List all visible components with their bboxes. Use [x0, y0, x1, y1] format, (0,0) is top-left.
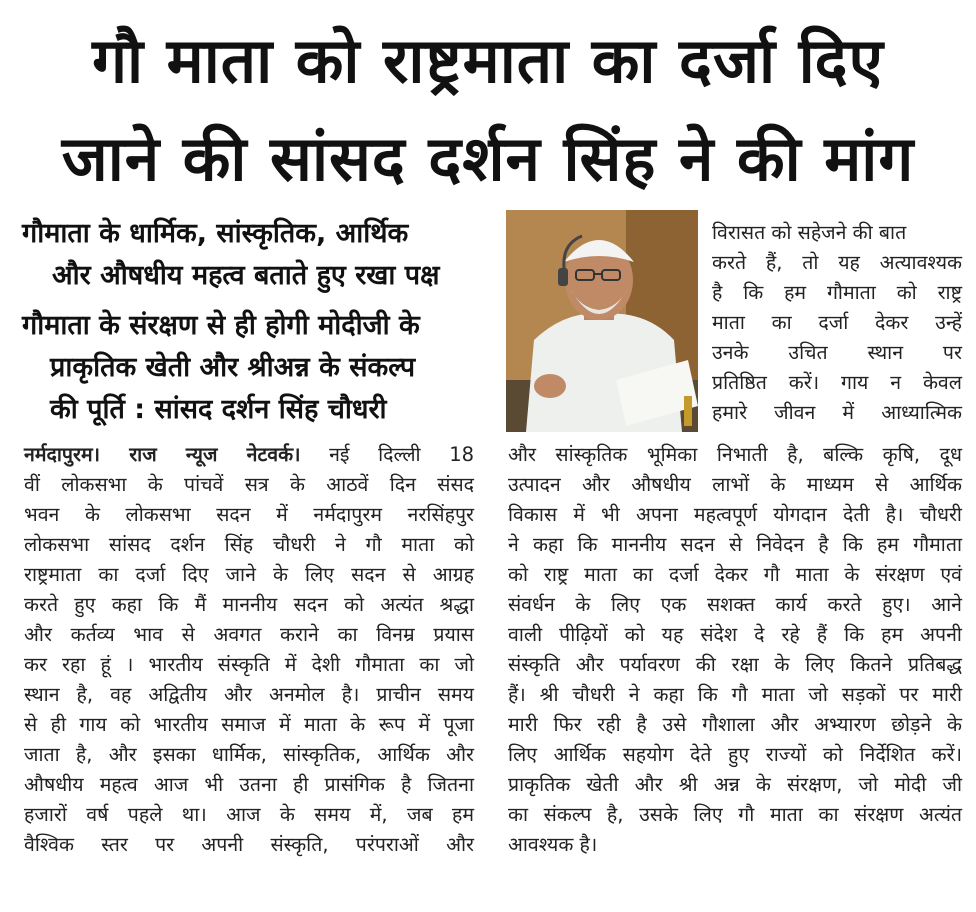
left-line-2: वीं लोकसभा के पांचवें सत्र के आठवें दिन संसद [24, 473, 474, 496]
right-line-9: हैं। श्री चौधरी ने कहा कि गौ माता जो सड़कों पर मारी [508, 683, 962, 706]
subhead-1: गौमाता के धार्मिक, सांस्कृतिक, आर्थिक [22, 218, 409, 249]
right-line-4: ने कहा कि माननीय सदन से निवेदन है कि हम गौमाता [508, 533, 962, 556]
right-line-12: प्राकृतिक खेती और श्री अन्न के संरक्षण, जो मोदी जी [508, 773, 962, 796]
left-line-11: जाता है, और इसका धार्मिक, सांस्कृतिक, आर्थिक और [24, 743, 474, 766]
right-top-column [712, 218, 962, 428]
byline: नर्मदापुरम। राज न्यूज नेटवर्क। [24, 443, 301, 466]
right-top-line-5: उनके उचित स्थान पर [712, 341, 962, 364]
subhead-4: प्राकृतिक खेती और श्रीअन्न के संकल्प [50, 352, 416, 383]
headline-line-1: गौ माता को राष्ट्रमाता का दर्जा दिए [92, 24, 884, 97]
right-top-line-7: हमारे जीवन में आध्यात्मिक [712, 401, 962, 424]
right-column [508, 440, 962, 860]
right-top-line-2: करते हैं, तो यह अत्यावश्यक [712, 251, 962, 274]
right-line-7: वाली पीढ़ियों को यह संदेश दे रहे हैं कि हम अपनी [508, 623, 962, 646]
left-line-14: वैश्विक स्तर पर अपनी संस्कृति, परंपराओं और [24, 833, 474, 856]
subhead-3: गौमाता के संरक्षण से ही होगी मोदीजी के [22, 310, 420, 341]
left-column [24, 440, 474, 860]
right-line-14: आवश्यक है। [508, 833, 598, 856]
left-line-1: नई दिल्ली 18 [329, 443, 475, 466]
right-top-line-6: प्रतिष्ठित करें। गाय न केवल [712, 371, 962, 394]
headline-line-2: जाने की सांसद दर्शन सिंह ने की मांग [61, 122, 915, 195]
left-line-12: औषधीय महत्व आज भी उतना ही प्रासंगिक है जितना [24, 773, 474, 796]
left-line-8: कर रहा हूं । भारतीय संस्कृति में देशी गौमाता का जो [24, 653, 474, 676]
right-line-11: लिए आर्थिक सहयोग देते हुए राज्यों को निर्देशित करें। [508, 743, 962, 766]
right-line-10: मारी फिर रही है उसे गौशाला और अभ्यारण छोड़ने के [508, 713, 962, 736]
left-line-3: भवन के लोकसभा सदन में नर्मदापुरम नरसिंहपुर [24, 503, 474, 526]
mp-photo [506, 210, 698, 432]
right-line-8: संस्कृति और पर्यावरण की रक्षा के लिए कितने प्रतिबद्ध [508, 653, 962, 676]
left-line-7: और कर्तव्य भाव से अवगत कराने का विनम्र प्रयास [24, 623, 474, 646]
left-line-5: राष्ट्रमाता का दर्जा दिए जाने के लिए सदन से आग्रह [24, 563, 474, 586]
right-line-6: संवर्धन के लिए एक सशक्त कार्य करते हुए। आने [508, 593, 962, 616]
subhead-2: और औषधीय महत्व बताते हुए रखा पक्ष [52, 260, 440, 291]
left-line-13: हजारों वर्ष पहले था। आज के समय में, जब हम [24, 803, 474, 826]
left-line-10: से ही गाय को भारतीय समाज में माता के रूप में पूजा [24, 713, 474, 736]
right-line-2: उत्पादन और औषधीय लाभों के माध्यम से आर्थिक [508, 473, 962, 496]
right-line-3: विकास में भी अपना महत्वपूर्ण योगदान देती है। चौधरी [508, 503, 962, 526]
person-image [506, 210, 698, 432]
right-line-13: का संकल्प है, उसके लिए गौ माता का संरक्षण अत्यंत [508, 803, 962, 826]
left-line-4: लोकसभा सांसद दर्शन सिंह चौधरी ने गौ माता को [24, 533, 474, 556]
right-top-line-4: माता का दर्जा देकर उन्हें [712, 311, 962, 334]
right-top-line-1: विरासत को सहेजने की बात [712, 221, 907, 244]
right-line-5: को राष्ट्र माता का दर्जा देकर गौ माता के संरक्षण एवं [508, 563, 962, 586]
subhead-5: की पूर्ति : सांसद दर्शन सिंह चौधरी [50, 394, 387, 425]
byline-row [24, 440, 474, 470]
left-line-9: स्थान है, वह अद्वितीय और अनमोल है। प्राचीन समय [24, 683, 474, 706]
right-line-1: और सांस्कृतिक भूमिका निभाती है, बल्कि कृषि, दूध [508, 443, 962, 466]
left-line-6: करते हुए कहा कि मैं माननीय सदन को अत्यंत श्रद्धा [24, 593, 474, 616]
right-top-line-3: है कि हम गौमाता को राष्ट्र [712, 281, 962, 304]
